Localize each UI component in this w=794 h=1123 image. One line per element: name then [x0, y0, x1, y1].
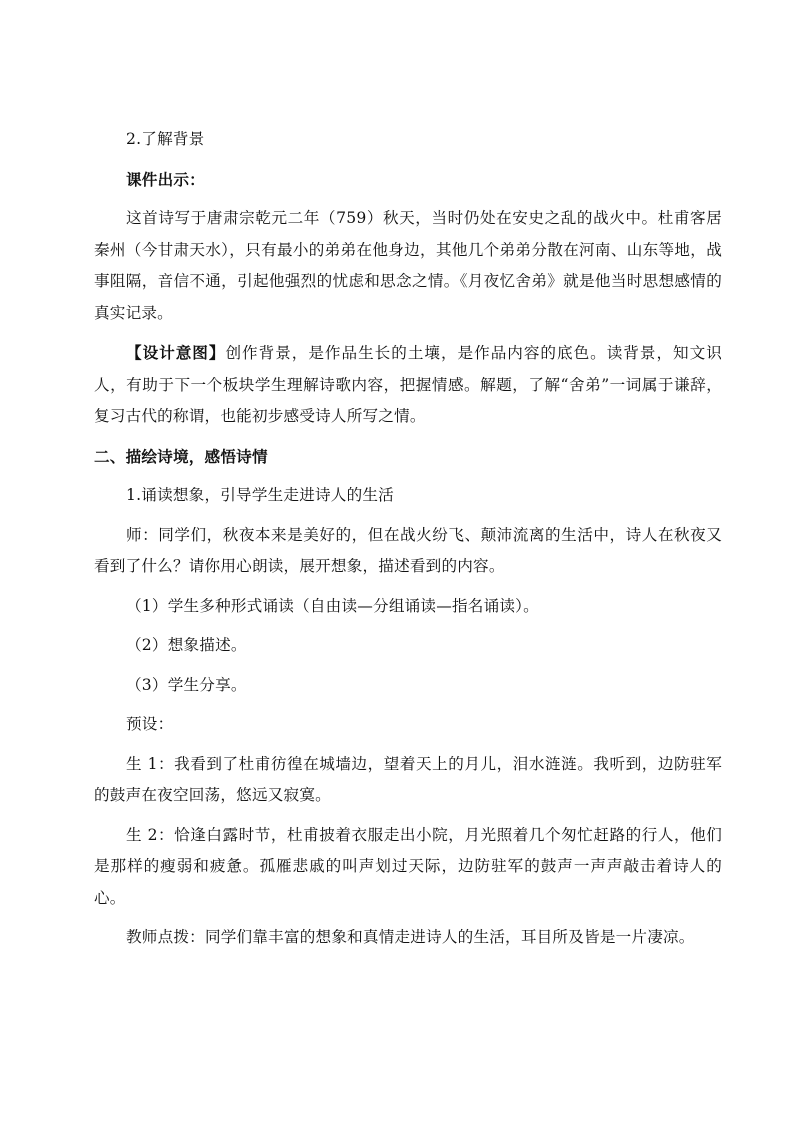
section-heading-two: 二、描绘诗境，感悟诗情: [94, 446, 268, 466]
step-three: （3）学生分享。: [126, 675, 247, 694]
student-two-response: 生 2：恰逢白露时节，杜甫披着衣服走出小院，月光照着几个匆忙赶路的行人，他们是那样的瘦弱和疲惫。孤雁悲戚的叫声划过天际，边防驻军的鼓声一声声敲击着诗人的心。: [94, 825, 722, 907]
preset-label: 预设：: [126, 715, 174, 733]
teacher-prompt-paragraph: 师：同学们，秋夜本来是美好的，但在战火纷飞、颠沛流离的生活中，诗人在秋夜又看到了什么？请你用心朗读，展开想象，描述看到的内容。: [94, 525, 722, 575]
design-intent-label: 【设计意图】: [126, 343, 226, 362]
subsection-title-reading: 1.诵读想象，引导学生走进诗人的生活: [126, 486, 394, 504]
subsection-title-background: 2.了解背景: [126, 130, 205, 148]
student-one-response: 生 1：我看到了杜甫彷徨在城墙边，望着天上的月儿，泪水涟涟。我听到，边防驻军的鼓声在夜空回荡，悠远又寂寞。: [94, 754, 722, 804]
document-body: [94, 124, 722, 962]
design-intent-paragraph: [94, 337, 722, 433]
design-intent-text: 创作背景，是作品生长的土壤，是作品内容的底色。读背景，知文识人，有助于下一个板块学生理解诗歌内容，把握情感。解题，了解“舍弟”一词属于谦辞，复习古代的称谓，也能初步感受诗人所写之情。: [94, 344, 722, 425]
courseware-label: 课件出示：: [126, 169, 205, 189]
teacher-guidance-paragraph: 教师点拨：同学们靠丰富的想象和真情走进诗人的生活，耳目所及皆是一片凄凉。: [126, 928, 695, 946]
step-one: （1）学生多种形式诵读（自由读—分组诵读—指名诵读）。: [126, 596, 539, 615]
background-paragraph: 这首诗写于唐肃宗乾元二年（759）秋天，当时仍处在安史之乱的战火中。杜甫客居秦州（今甘肃天水），只有最小的弟弟在他身边，其他几个弟弟分散在河南、山东等地，战事阻隔，音信不通，引起他强烈的忧虑和思念之情。《月夜忆舍弟》就是他当时思想感情的真实记录。: [94, 209, 722, 322]
step-two: （2）想象描述。: [126, 636, 247, 654]
